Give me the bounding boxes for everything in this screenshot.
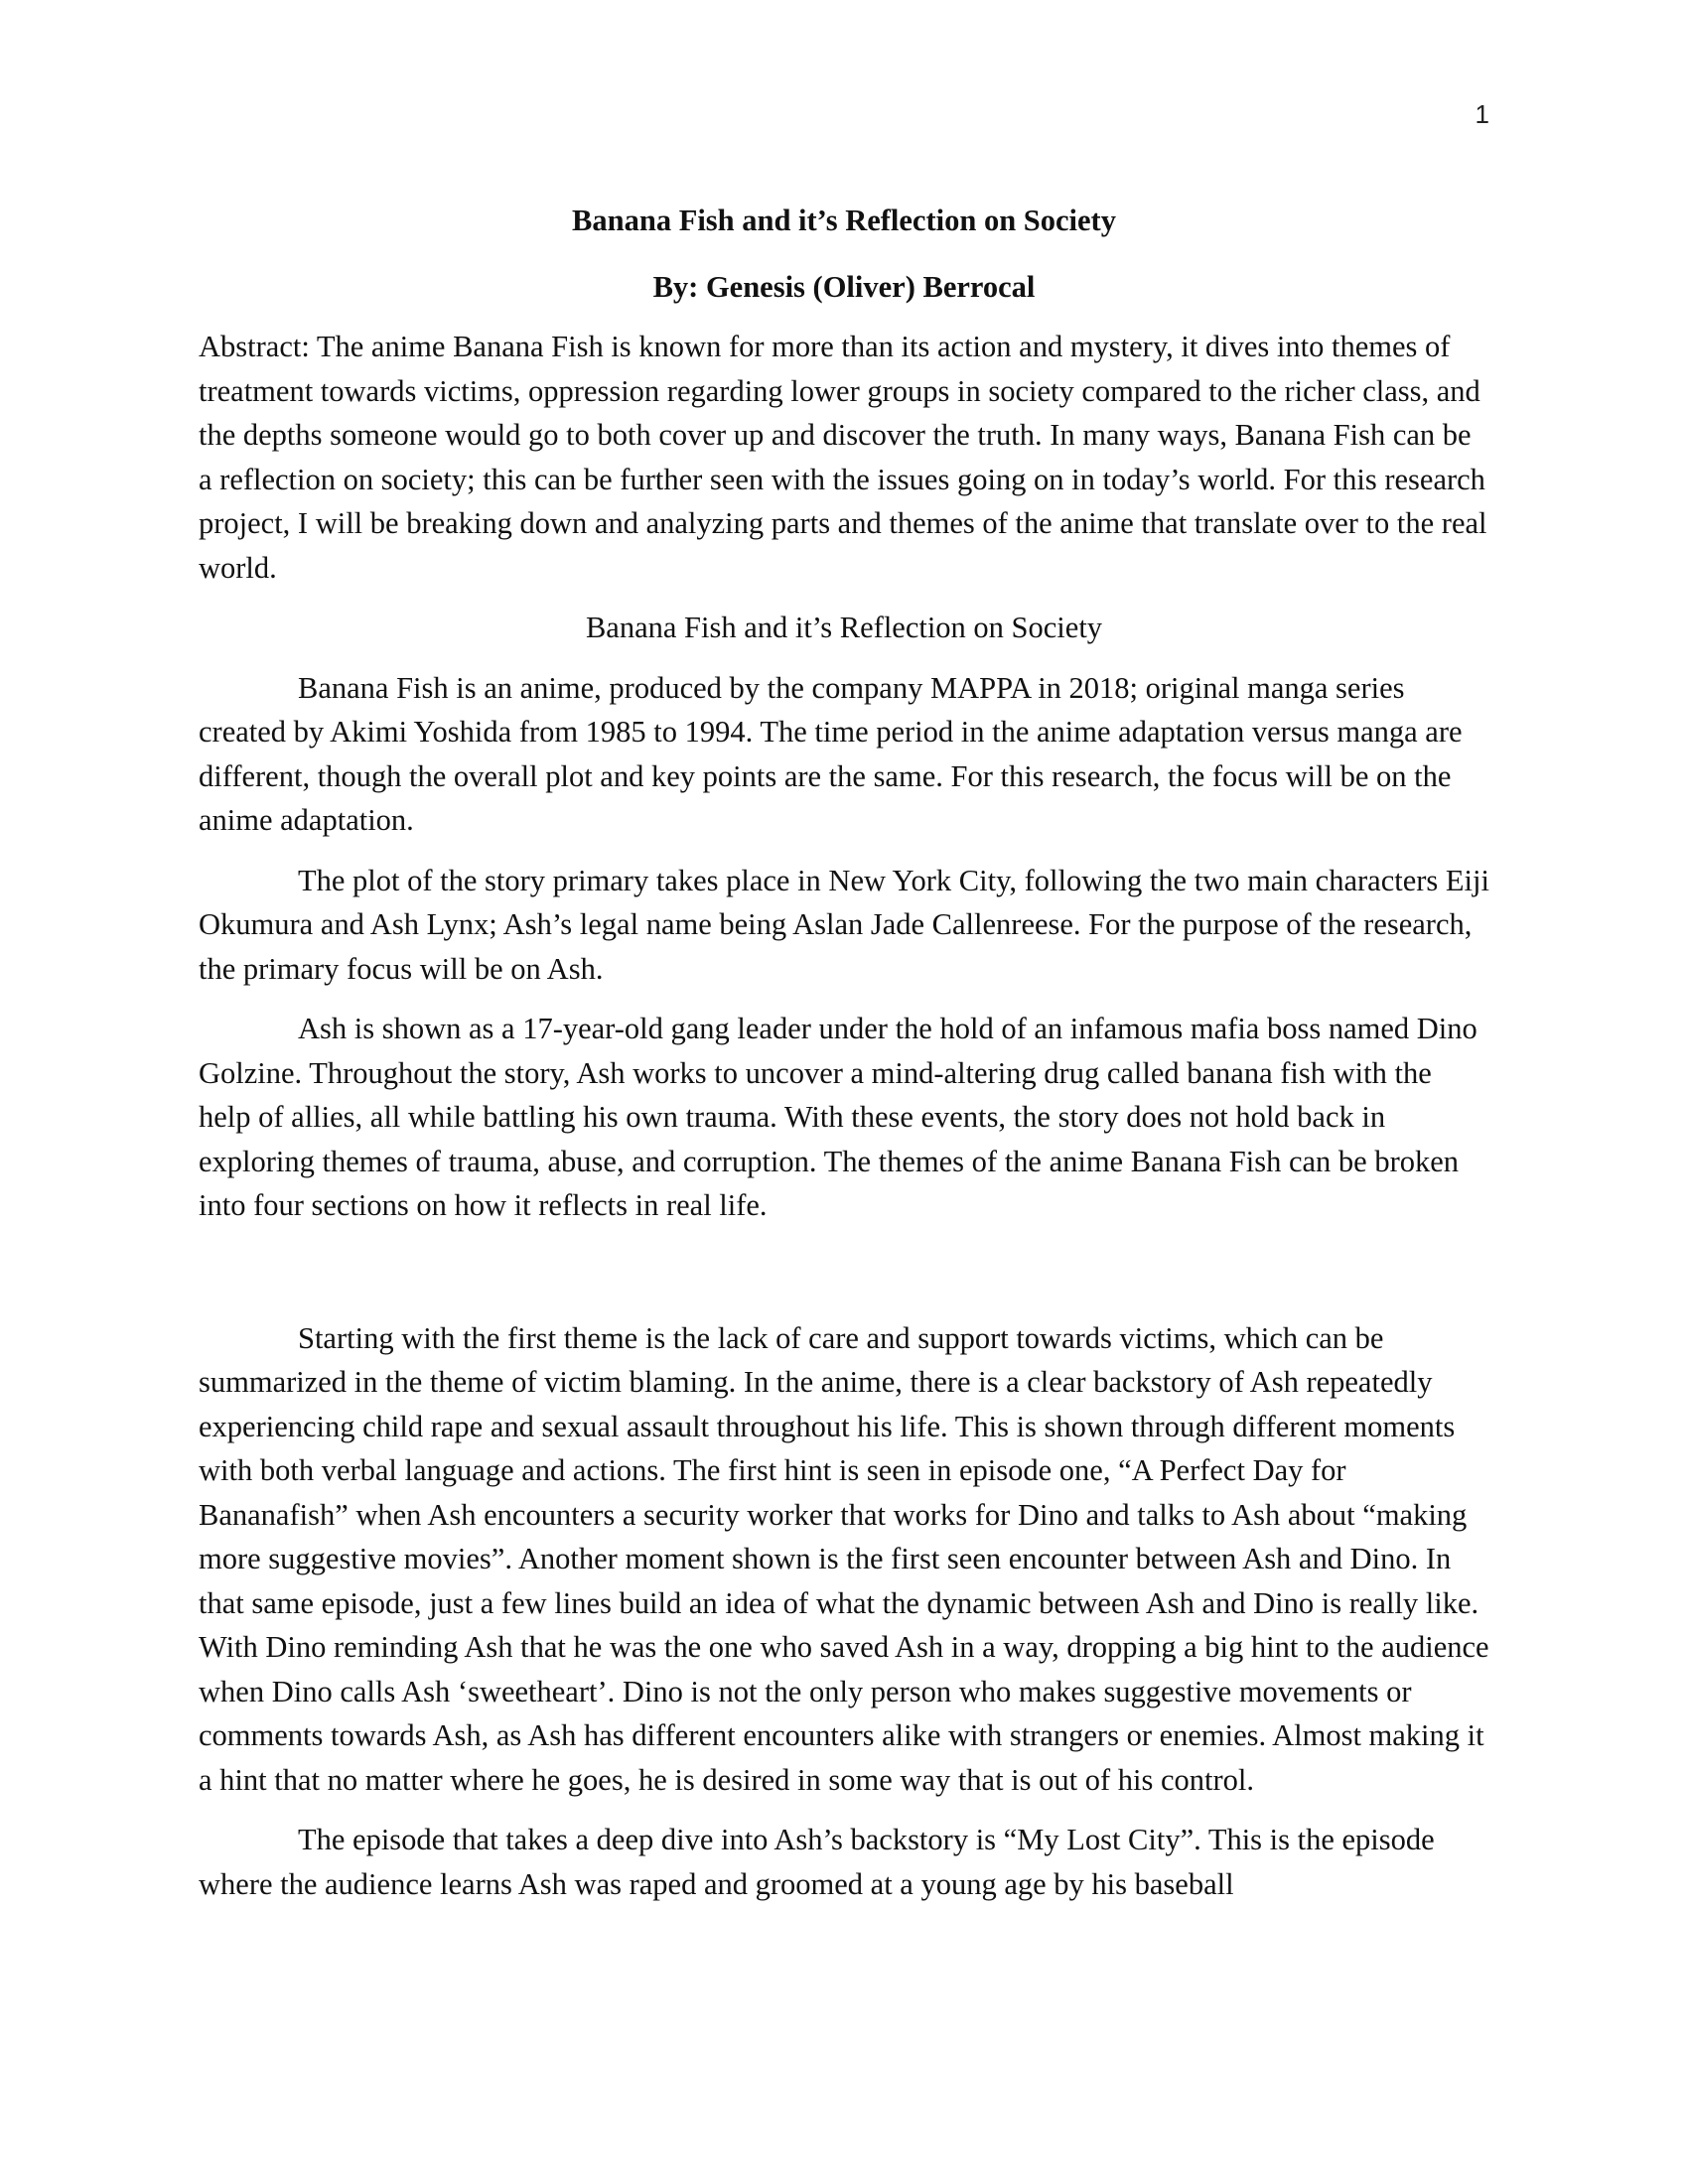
section-title: Banana Fish and it’s Reflection on Society <box>585 611 1103 644</box>
document-author: By: Genesis (Oliver) Berrocal <box>652 269 1036 304</box>
paragraph: Ash is shown as a 17-year-old gang leader under the hold of an infamous mafia boss named Dino Golzine. Throughout the story, Ash works to uncover a mind-altering drug called banana fish with the help of allies, all while battling his own trauma. With these events, the story does not hold back in exploring themes of trauma, abuse, and corruption. The themes of the anime Banana Fish can be broken into four sections on how it reflects in real life. <box>199 1012 1477 1222</box>
blank-gap <box>199 1244 1489 1316</box>
paragraph: The plot of the story primary takes place in New York City, following the two main characters Eiji Okumura and Ash Lynx; Ash’s legal name being Aslan Jade Callenreese. For the purpose of the research, the primary focus will be on Ash. <box>199 863 1489 986</box>
paragraph: Starting with the first theme is the lack of care and support towards victims, which can be summarized in the theme of victim blaming. In the anime, there is a clear backstory of Ash repeatedly experiencing child rape and sexual assault throughout his life. This is shown through different moments with both verbal language and actions. The first hint is seen in episode one, “A Perfect Day for Bananafish” when Ash encounters a security worker that works for Dino and talks to Ash about “making more suggestive movies”. Another moment shown is the first seen encounter between Ash and Dino. In that same episode, just a few lines build an idea of what the dynamic between Ash and Dino is really like. With Dino reminding Ash that he was the one who saved Ash in a way, dropping a big hint to the audience when Dino calls Ash ‘sweetheart’. Dino is not the only person who makes suggestive movements or comments towards Ash, as Ash has different encounters alike with strangers or enemies. Almost making it a hint that no matter where he goes, he is desired in some way that is out of his control. <box>199 1320 1489 1797</box>
page-number: 1 <box>1475 99 1489 129</box>
paragraph: Banana Fish is an anime, produced by the company MAPPA in 2018; original manga series created by Akimi Yoshida from 1985 to 1994. The time period in the anime adaptation versus manga are different, though the overall plot and key points are the same. For this research, the focus will be on the anime adaptation. <box>199 670 1463 837</box>
paragraph: The episode that takes a deep dive into Ash’s backstory is “My Lost City”. This is the episode where the audience learns Ash was raped and groomed at a young age by his baseball <box>199 1823 1435 1901</box>
abstract: Abstract: The anime Banana Fish is known for more than its action and mystery, it dives into themes of treatment towards victims, oppression regarding lower groups in society compared to the richer class, and the depths someone would go to both cover up and discover the truth. In many ways, Banana Fish can be a reflection on society; this can be further seen with the issues going on in today’s world. For this research project, I will be breaking down and analyzing parts and themes of the anime that translate over to the real world. <box>199 330 1487 585</box>
document-body <box>199 199 1489 1922</box>
document-title: Banana Fish and it’s Reflection on Society <box>572 204 1116 237</box>
